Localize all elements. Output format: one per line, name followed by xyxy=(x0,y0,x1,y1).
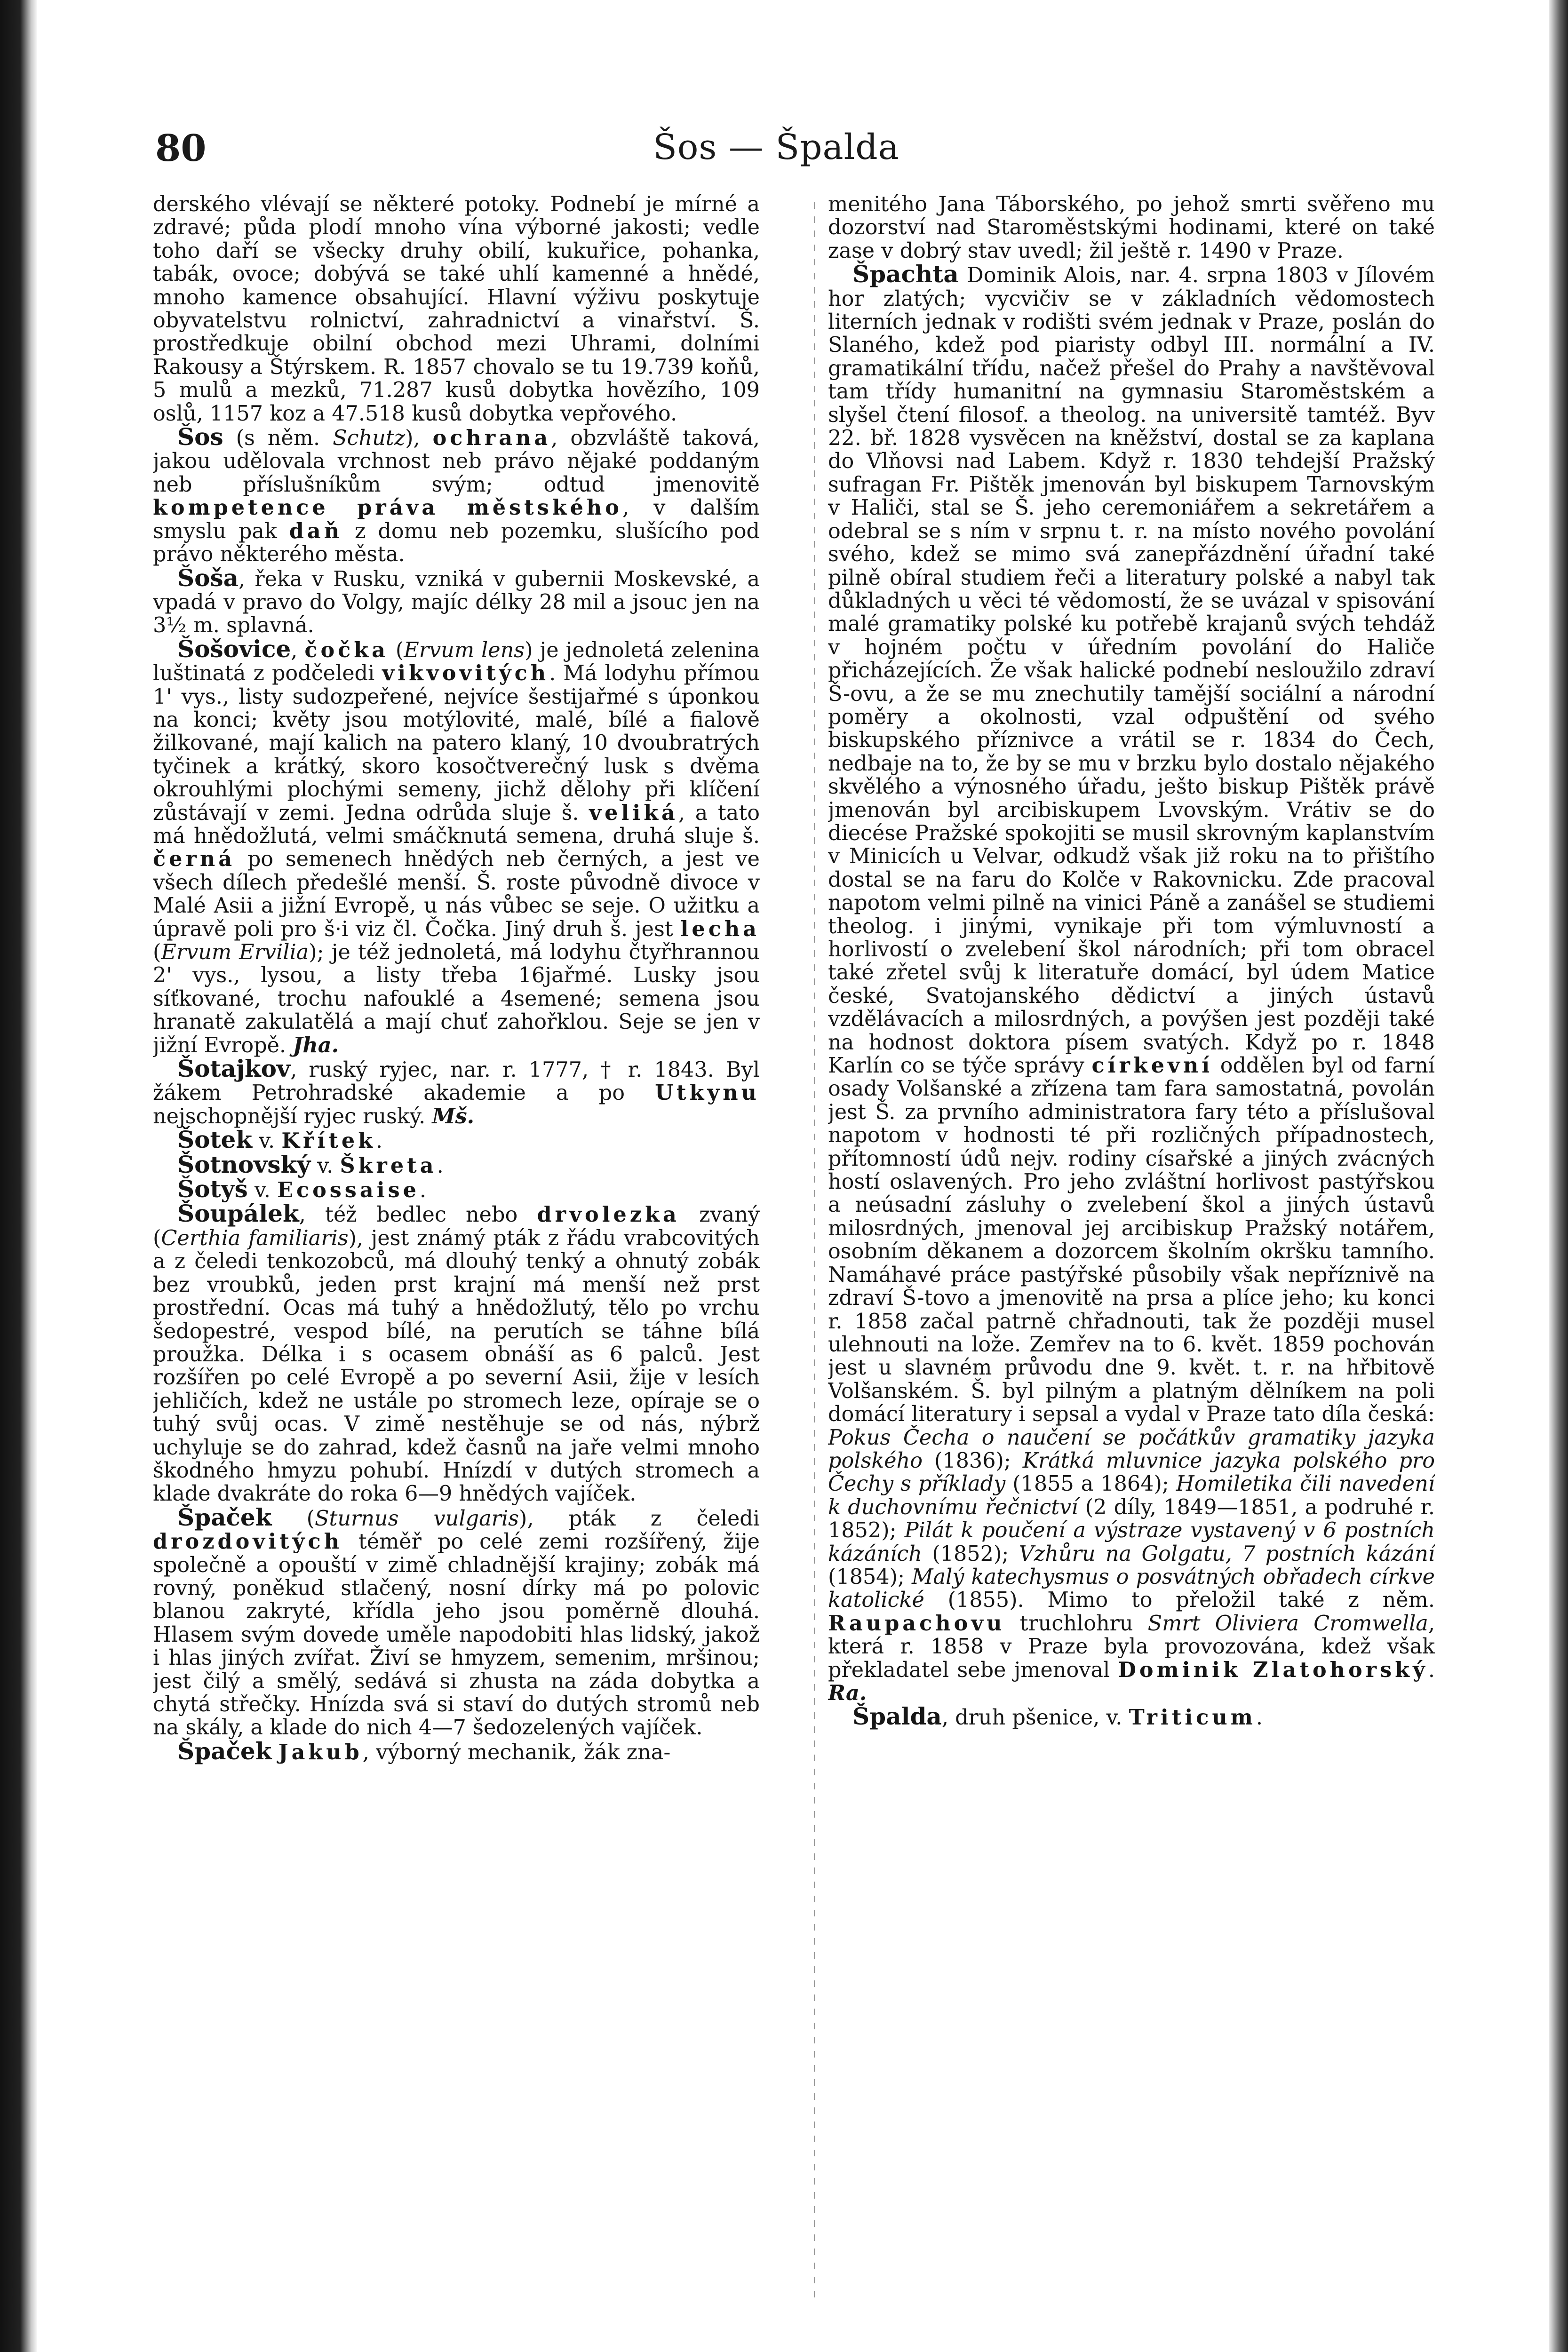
headword: Šotajkov xyxy=(177,1055,291,1083)
column-divider xyxy=(814,202,815,2305)
entry-spacek: Špaček (Sturnus vulgaris), pták z čeledi drozdovitých téměř po celé zemi rozšířený, žije společně a opouští v zimě chladnější krajiny; zobák má rovný, poněkud stlačený, nosní dírky má po polovic blanou zakryté, křídla jeho jsou poměrně dlouhá. Hlasem svým dovede uměle napodobiti hlas lidský, jakož i hlas jiných zvířat. Živí se hmyzem, semenim, mršinou; jest čilý a smělý, sedává si zhusta na záda dobytka a chytá střečky. Hnízda svá si staví do dutých stromů neb na skály, a klade do nich 4—7 šedozelených vajíček. xyxy=(153,1503,760,1740)
headword: Špaček xyxy=(177,1503,272,1531)
headword: Šoupálek xyxy=(177,1200,299,1228)
entry-sosa: Šoša, řeka v Rusku, vzniká v gubernii Moskevské, a vpadá v pravo do Volgy, majíc délky 28 mil a jsouc jen na 3½ m. splavná. xyxy=(153,564,760,638)
headword: Šotnovský xyxy=(177,1150,311,1178)
entry-sos: Šos (s něm. Schutz), ochrana, obzvláště taková, jakou udělovala vrchnost neb právo nějaké poddaným neb příslušníkům svým; odtud jmenovitě kompetence práva městského, v dalším smyslu pak daň z domu neb pozemku, slušícího pod právo některého města. xyxy=(153,423,760,567)
headword: Špalda xyxy=(852,1702,942,1731)
entry-soupalek: Šoupálek, též bedlec nebo drvolezka zvaný (Certhia familiaris), jest známý pták z řádu vrabcovitých a z čeledi tenkozobců, má dlouhý tenký a ohnutý zobák bez vroubků, jeden prst krajní má menší než prst prostřední. Ocas má tuhý a hnědožlutý, tělo po vrchu šedopestré, vespod bílé, na perutích se táhne bílá proužka. Délka i s ocasem obnáší as 6 palců. Jest rozšířen po celé Evropě a po severní Asii, žije v lesích jehličích, kdež ne ustále po stromech leze, opíraje se o tuhý svůj ocas. V zimě nestěhuje se od nás, nýbrž uchyluje se do zahrad, kdež časnů na jaře velmi mnoho škodného hmyzu pohubí. Hnízdí v dutých stromech a klade dvakráte do roka 6—9 hnědých vajíček. xyxy=(153,1200,760,1506)
scan-right-edge xyxy=(1549,0,1568,2352)
headword: Špaček xyxy=(177,1737,272,1765)
entry-sotajkov: Šotajkov, ruský ryjec, nar. r. 1777, † r. 1843. Byl žákem Petrohradské akademie a po Utkynu nejschopnější ryjec ruský. Mš. xyxy=(153,1055,760,1128)
author-signature: Ra. xyxy=(828,1681,867,1705)
cross-reference: Ecossaise xyxy=(277,1178,420,1203)
running-head: Šos — Špalda xyxy=(653,127,899,167)
author-signature: Jha. xyxy=(293,1033,339,1057)
entry-spachta: Špachta Dominik Alois, nar. 4. srpna 1803 v Jílovém hor zlatých; vycvičiv se v základních vědomostech literních jednak v rodišti svém jednak v Praze, poslán do Slaného, kdež pod piaristy odbyl III. normální a IV. gramatikální třídu, načež přešel do Prahy a navštěvoval tam třídy humanitní na gymnasiu Staroměstském a slyšel čtení filosof. a theolog. na universitě tamtéž. Byv 22. bř. 1828 vysvěcen na kněžství, dostal se za kaplana do Vlňovsi nad Labem. Když r. 1830 tehdejší Pražský sufragan Fr. Pištěk jmenován byl biskupem Tarnovským v Haliči, stal se Š. jeho ceremoniářem a sekretářem a odebral se s ním v srpnu t. r. na místo nového povolání svého, kdež se mimo svá zanepřázdnění úřadní také pilně obíral studiem řeči a literatury polské a nabyl tak důkladných u věci té vědomostí, že se uvázal v spisování malé gramatiky polské ku potřebě krajanů svých tehdáž v hojném počtu v úředním povolání do Haliče přicházejících. Že však halické podnebí nesloužilo zdraví Š-ovu, a že se mu znechutily tamější sociální a národní poměry a okolnosti, vzal odpuštění od svého biskupského příznivce a vrátil se r. 1834 do Čech, nedbaje na to, že by se mu v brzku bylo dostalo nějakého skvělého a výnosného úřadu, ješto biskup Pištěk právě jmenován byl arcibiskupem Lvovským. Vrátiv se do diecése Pražské spokojiti se musil skrovným kaplanstvím v Minicích u Velvar, odkudž však již roku na to přištího dostal se na faru do Kolče v Rakovnicku. Zde pracoval napotom velmi pilně na vinici Páně a zanášel se studiemi theolog. i jinými, vynikaje při tom výmluvností a horlivostí o zvelebení škol národních; při tom obracel také zřetel svůj k literatuře domácí, byl údem Matice české, Svatojanského dědictví a jiných ústavů vzdělávacích a milosrdných, a povýšen jest později také na hodnost doktora písem svatých. Když po r. 1848 Karlín co se týče správy církevní oddělen byl od farní osady Volšanské a zřízena tam fara samostatná, povolán jest Š. za prvního administratora fary této a příslušoval napotom v hodnosti té při rozličných případnostech, přítomností údů nejv. rodiny císařské a jiných zvácných hostí oslavených. Pro jeho zvláštní horlivost pastýřskou a neúsadní zásluhy o zvelebení škol a jiných ústavů milosrdných, jmenoval jej arcibiskup Pražský notářem, osobním děkanem a dozorcem školním okršku tamního. Namáhavé práce pastýřské působily však nepříznivě na zdraví Š-tovo a jmenovitě na prsa a plíce jeho; ku konci r. 1858 začal patrně chřadnouti, tak že později musel ulehnouti na lože. Zemřev na to 6. květ. 1859 pochován jest u slavném průvodu dne 9. květ. t. r. na hřbitově Volšanském. Š. byl pilným a platným dělníkem na poli domácí literatury i sepsal a vydal v Praze tato díla česká: Pokus Čecha o naučení se počátkův gramatiky jazyka polského (1836); Krátká mluvnice jazyka polského pro Čechy s příklady (1855 a 1864); Homiletika čili navedení k duchovnímu řečnictví (2 díly, 1849—1851, a podruhé r. 1852); Pilát k poučení a výstraze vystavený v 6 postních kázáních (1852); Vzhůru na Golgatu, 7 postních kázání (1854); Malý katechysmus o posvátných obřadech církve katolické (1855). Mimo to přeložil také z něm. Raupachovu truchlohru Smrt Oliviera Cromwella, která r. 1858 v Praze byla provozována, kdež však překladatel sebe jmenoval Dominik Zlatohorský. Ra. xyxy=(828,260,1435,1705)
headword: Šošovice xyxy=(177,635,291,663)
cross-reference: Škreta xyxy=(340,1153,437,1178)
author-signature: Mš. xyxy=(432,1104,475,1128)
entry-sosovice: Šošovice, čočka (Ervum lens) je jednoletá zelenina luštinatá z podčeledi vikvovitých. Má lodyhu přímou 1' vys., listy sudozpeřené, nejvíce šestijařmé s úponkou na konci; květy jsou motýlovité, malé, bílé a fialově žilkované, mají kalich na patero klaný, 10 dvoubratrých tyčinek a krátký, skoro kosočtverečný lusk s dvěma okrouhlými plochými semeny, jichž dělohy při klíčení zůstávají v zemi. Jedna odrůda sluje š. veliká, a tato má hnědožlutá, velmi smáčknutá semena, druhá sluje š. černá po semenech hnědých neb černých, a jest ve všech dílech předešlé menší. Š. roste původně divoce v Malé Asii a jižní Evropě, u nás vůbec se seje. O užitku a úpravě poli pro š·i viz čl. Čočka. Jiný druh š. jest lecha (Ervum Ervilia); je též jednoletá, má lodyhu čtyřhrannou 2' vys., lysou, a listy třeba 16jařmé. Lusky jsou síťkované, trochu nafouklé a 4semené; semena jsou hranatě zakulatělá a mají chuť zahořklou. Seje se jen v jižní Evropě. Jha. xyxy=(153,635,760,1057)
right-column xyxy=(828,193,1435,2319)
entry-sotnovsky: Šotnovský v. Škreta. xyxy=(177,1150,444,1178)
entry-continuation: derského vlévají se některé potoky. Podnebí je mírné a zdravé; půda plodí mnoho vína výborné jakosti; vedle toho daří se všecky druhy obilí, kukuřice, pohanka, tabák, ovoce; dobývá se také uhlí kamenné a hnědé, mnoho kamence obsahující. Hlavní výživu poskytuje obyvatelstvu rolnictví, zahradnictví a vinařství. Š. prostředkuje obilní obchod mezi Uhrami, dolními Rakousy a Štýrskem. R. 1857 chovalo se tu 19.739 koňů, 5 mulů a mezků, 71.287 kusů dobytka hovězího, 109 oslů, 1157 koz a 47.518 kusů dobytka vepřového. xyxy=(153,193,760,426)
headword: Šoša xyxy=(177,564,239,592)
entry-sotys: Šotyš v. Ecossaise. xyxy=(177,1175,427,1203)
headword: Šotek xyxy=(177,1126,253,1154)
page-number: 80 xyxy=(155,127,207,170)
cross-reference: Křítek xyxy=(281,1128,376,1153)
headword: Šos xyxy=(177,423,223,451)
entry-spacek-jakub: Špaček Jakub, výborný mechanik, žák zna- xyxy=(177,1737,671,1765)
page-header xyxy=(155,127,1397,183)
headword: Špachta xyxy=(852,260,959,288)
left-column xyxy=(153,193,760,2319)
scan-left-edge xyxy=(0,0,37,2352)
entry-continuation: menitého Jana Táborského, po jehož smrti svěřeno mu dozorství nad Staroměstskými hodinami, které on také zase v dobrý stav uvedl; žil ještě r. 1490 v Praze. xyxy=(828,193,1435,263)
headword: Šotyš xyxy=(177,1175,248,1203)
entry-sotek: Šotek v. Křítek. xyxy=(177,1126,383,1154)
entry-spalda: Špalda, druh pšenice, v. Triticum. xyxy=(852,1702,1263,1731)
cross-reference: Triticum xyxy=(1129,1705,1256,1730)
